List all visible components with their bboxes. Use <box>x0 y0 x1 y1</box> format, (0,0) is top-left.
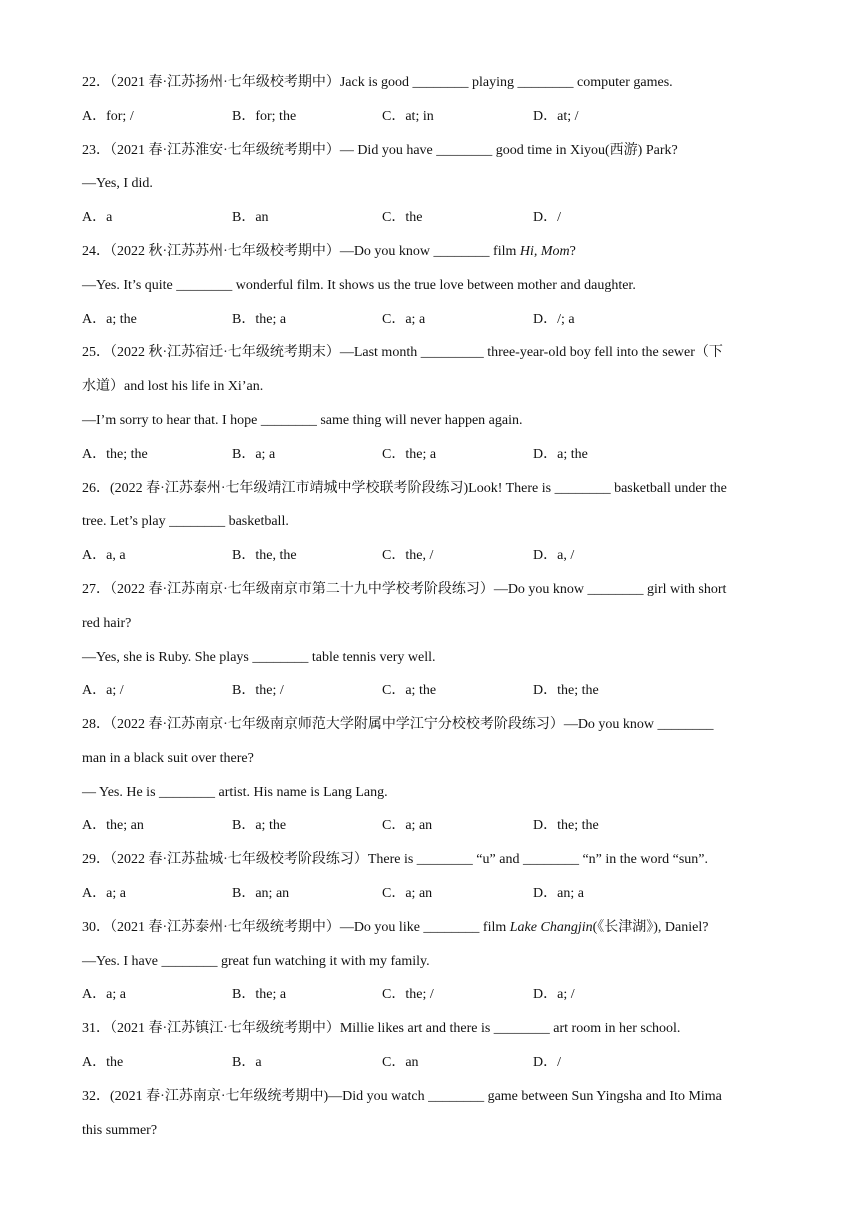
q28-stem: 28．（2022 春·江苏南京·七年级南京师范大学附属中学江宁分校校考阶段练习）—Do you know ________ <box>82 717 714 732</box>
option-c: C．a; the <box>382 683 437 698</box>
option-d: D．the; the <box>533 683 599 698</box>
q29-options <box>82 884 782 904</box>
option-b: B．the; a <box>232 987 287 1002</box>
option-b: B．a; the <box>232 818 287 833</box>
option-c: C．a; an <box>382 818 433 833</box>
option-b: B．the; a <box>232 312 287 327</box>
q25-options <box>82 445 782 465</box>
q30-response: —Yes. I have ________ great fun watching it with my family. <box>82 954 430 969</box>
film-title: Hi, Mom <box>519 244 570 259</box>
option-a: A．a; the <box>82 312 137 327</box>
q22-stem: 22．（2021 春·江苏扬州·七年级校考期中）Jack is good ________ playing ________ computer games. <box>82 75 673 90</box>
q28-response: — Yes. He is ________ artist. His name is Lang Lang. <box>82 785 388 800</box>
option-b: B．a <box>232 1055 262 1070</box>
q28-options <box>82 816 782 836</box>
q24-response: —Yes. It’s quite ________ wonderful film. It shows us the true love between mother and daughter. <box>82 278 636 293</box>
q26-stem-cont: tree. Let’s play ________ basketball. <box>82 514 289 529</box>
option-c: C．an <box>382 1055 419 1070</box>
option-c: C．the; a <box>382 447 437 462</box>
q32-stem-cont: this summer? <box>82 1123 158 1138</box>
q26-options <box>82 546 782 566</box>
option-a: A．the; the <box>82 447 148 462</box>
q28-stem-cont: man in a black suit over there? <box>82 751 254 766</box>
q27-options <box>82 681 782 701</box>
option-d: D．at; / <box>533 109 579 124</box>
option-b: B．for; the <box>232 109 297 124</box>
option-a: A．the <box>82 1055 124 1070</box>
q23-stem: 23．（2021 春·江苏淮安·七年级统考期中）— Did you have ________ good time in Xiyou(西游) Park? <box>82 143 678 158</box>
q31-stem: 31．（2021 春·江苏镇江·七年级统考期中）Millie likes art and there is ________ art room in her school. <box>82 1021 681 1036</box>
option-d: D．a; / <box>533 987 575 1002</box>
option-a: A．a; a <box>82 886 126 901</box>
option-a: A．a; / <box>82 683 124 698</box>
q25-stem: 25．（2022 秋·江苏宿迁·七年级统考期末）—Last month _________ three-year-old boy fell into the sewer（下 <box>82 345 723 360</box>
q30-options <box>82 985 782 1005</box>
option-c: C．a; an <box>382 886 433 901</box>
q27-response: —Yes, she is Ruby. She plays ________ table tennis very well. <box>82 650 436 665</box>
q23-response: —Yes, I did. <box>82 176 153 191</box>
q23-options <box>82 208 782 228</box>
option-d: D．/; a <box>533 312 575 327</box>
q27-stem: 27．（2022 春·江苏南京·七年级南京市第二十九中学校考阶段练习）—Do you know ________ girl with short <box>82 582 727 597</box>
option-a: A．a, a <box>82 548 126 563</box>
option-c: C．the, / <box>382 548 434 563</box>
q29-stem: 29．（2022 春·江苏盐城·七年级校考阶段练习）There is ________ “u” and ________ “n” in the word “sun”. <box>82 852 709 867</box>
q25-response: —I’m sorry to hear that. I hope ________ same thing will never happen again. <box>82 413 523 428</box>
option-d: D．the; the <box>533 818 599 833</box>
option-a: A．the; an <box>82 818 144 833</box>
option-c: C．at; in <box>382 109 434 124</box>
option-b: B．the, the <box>232 548 297 563</box>
q26-stem: 26．(2022 春·江苏泰州·七年级靖江市靖城中学校联考阶段练习)Look! There is ________ basketball under the <box>82 481 727 496</box>
q31-options <box>82 1053 782 1073</box>
option-a: A．for; / <box>82 109 134 124</box>
option-d: D．a, / <box>533 548 575 563</box>
option-a: A．a; a <box>82 987 126 1002</box>
q22-options <box>82 107 782 127</box>
option-a: A．a <box>82 210 113 225</box>
option-b: B．an; an <box>232 886 290 901</box>
option-b: B．a; a <box>232 447 276 462</box>
option-b: B．the; / <box>232 683 284 698</box>
option-b: B．an <box>232 210 269 225</box>
q24-stem: 24．（2022 秋·江苏苏州·七年级校考期中）—Do you know ________ film Hi, Mom? <box>82 244 576 259</box>
option-c: C．a; a <box>382 312 426 327</box>
q30-stem: 30．（2021 春·江苏泰州·七年级统考期中）—Do you like ________ film Lake Changjin(《长津湖》), Daniel? <box>82 920 709 935</box>
option-c: C．the; / <box>382 987 434 1002</box>
option-d: D．/ <box>533 210 561 225</box>
film-title: Lake Changjin <box>509 920 593 935</box>
q24-options <box>82 310 782 330</box>
option-d: D．an; a <box>533 886 584 901</box>
q27-stem-cont: red hair? <box>82 616 132 631</box>
q32-stem: 32．(2021 春·江苏南京·七年级统考期中)—Did you watch ________ game between Sun Yingsha and Ito Mima <box>82 1089 722 1104</box>
option-d: D．/ <box>533 1055 561 1070</box>
option-d: D．a; the <box>533 447 588 462</box>
q25-stem-cont: 水道）and lost his life in Xi’an. <box>82 379 264 394</box>
option-c: C．the <box>382 210 423 225</box>
